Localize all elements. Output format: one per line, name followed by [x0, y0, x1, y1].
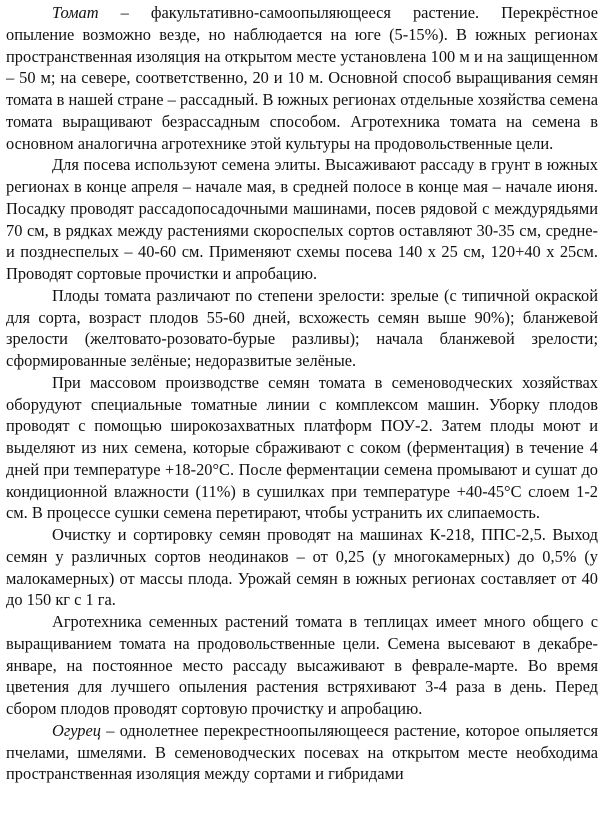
paragraph-text: Плоды томата различают по степени зрелости: зрелые (с типичной окраской для сорта, возраст плодов 55-60 дней, всхожесть семян выше 90%); бланжевой зрелости (желтовато-розовато-бурые разливы); начала бланжевой зрелости; сформированные зелёные; недоразвитые зелёные. — [6, 285, 598, 370]
paragraph-text: Агротехника семенных растений томата в теплицах имеет много общего с выращиванием томата на продовольственные цели. Семена высевают в декабре-январе, на постоянное место рассаду высаживают в феврале-марте. Во время цветения для лучшего опыления растения встряхивают 3-4 раза в день. Перед сбором плодов проводят сортовую прочистку и апробацию. — [6, 612, 598, 718]
paragraph-text: Для посева используют семена элиты. Высаживают рассаду в грунт в южных регионах в конце апреля – начале мая, в средней полосе в конце мая – начале июня. Посадку проводят рассадопосадочными машинами, посев рядовой с междурядьями 70 см, в рядках между растениями скороспелых сортов оставляют 30-35 см, средне- и позднеспелых – 40-60 см. Применяют схемы посева 140 х 25 см, 120+40 х 25см. Проводят сортовые прочистки и апробацию. — [6, 155, 598, 283]
paragraph-text: Очистку и сортировку семян проводят на машинах К-218, ППС-2,5. Выход семян у различных сортов неодинаков – от 0,25 (у многокамерных) до 0,5% (у малокамерных) от массы плода. Урожай семян в южных регионах составляет от 40 до 150 кг с 1 га. — [6, 525, 598, 610]
paragraph-text: – однолетнее перекрестноопыляющееся растение, которое опыляется пчелами, шмелями. В семеноводческих посевах на открытом месте необходима пространственная изоляция между сортами и гибридами — [6, 720, 598, 784]
paragraph-cucumber — [6, 720, 598, 785]
paragraph-production — [6, 372, 598, 524]
paragraph-planting — [6, 154, 598, 285]
paragraph-text: При массовом производстве семян томата в семеноводческих хозяйствах оборудуют специальные томатные линии с комплексом машин. Уборку плодов проводят с помощью широкозахватных платформ ПОУ-2. Затем плоды моют и выделяют из них семена, которые сбраживают с соком (ферментация) в течение 4 дней при температуре +18-20°С. После ферментации семена промывают и сушат до кондиционной влажности (11%) в сушилках при температуре +40-45°С слоем 1-2 см. В процессе сушки семена перетирают, чтобы устранить их слипаемость. — [6, 372, 598, 523]
term-tomato: Томат — [52, 3, 99, 22]
paragraph-text: – факультативно-самоопыляющееся растение. Перекрёстное опыление возможно везде, но наблюдается на юге (5-15%). В южных регионах пространственная изоляция на открытом месте установлена 100 м и на защищенном – 50 м; на севере, соответственно, 20 и 10 м. Основной способ выращивания семян томата в нашей стране – рассадный. В южных регионах отдельные хозяйства семена томата выращивают безрассадным способом. Агротехника томата на семена в основном аналогична агротехнике этой культуры на продовольственные цели. — [6, 3, 598, 153]
term-cucumber: Огурец — [52, 720, 101, 740]
paragraph-greenhouse — [6, 611, 598, 720]
paragraph-ripeness — [6, 285, 598, 372]
paragraph-cleaning — [6, 524, 598, 611]
paragraph-tomato-intro — [6, 2, 598, 154]
